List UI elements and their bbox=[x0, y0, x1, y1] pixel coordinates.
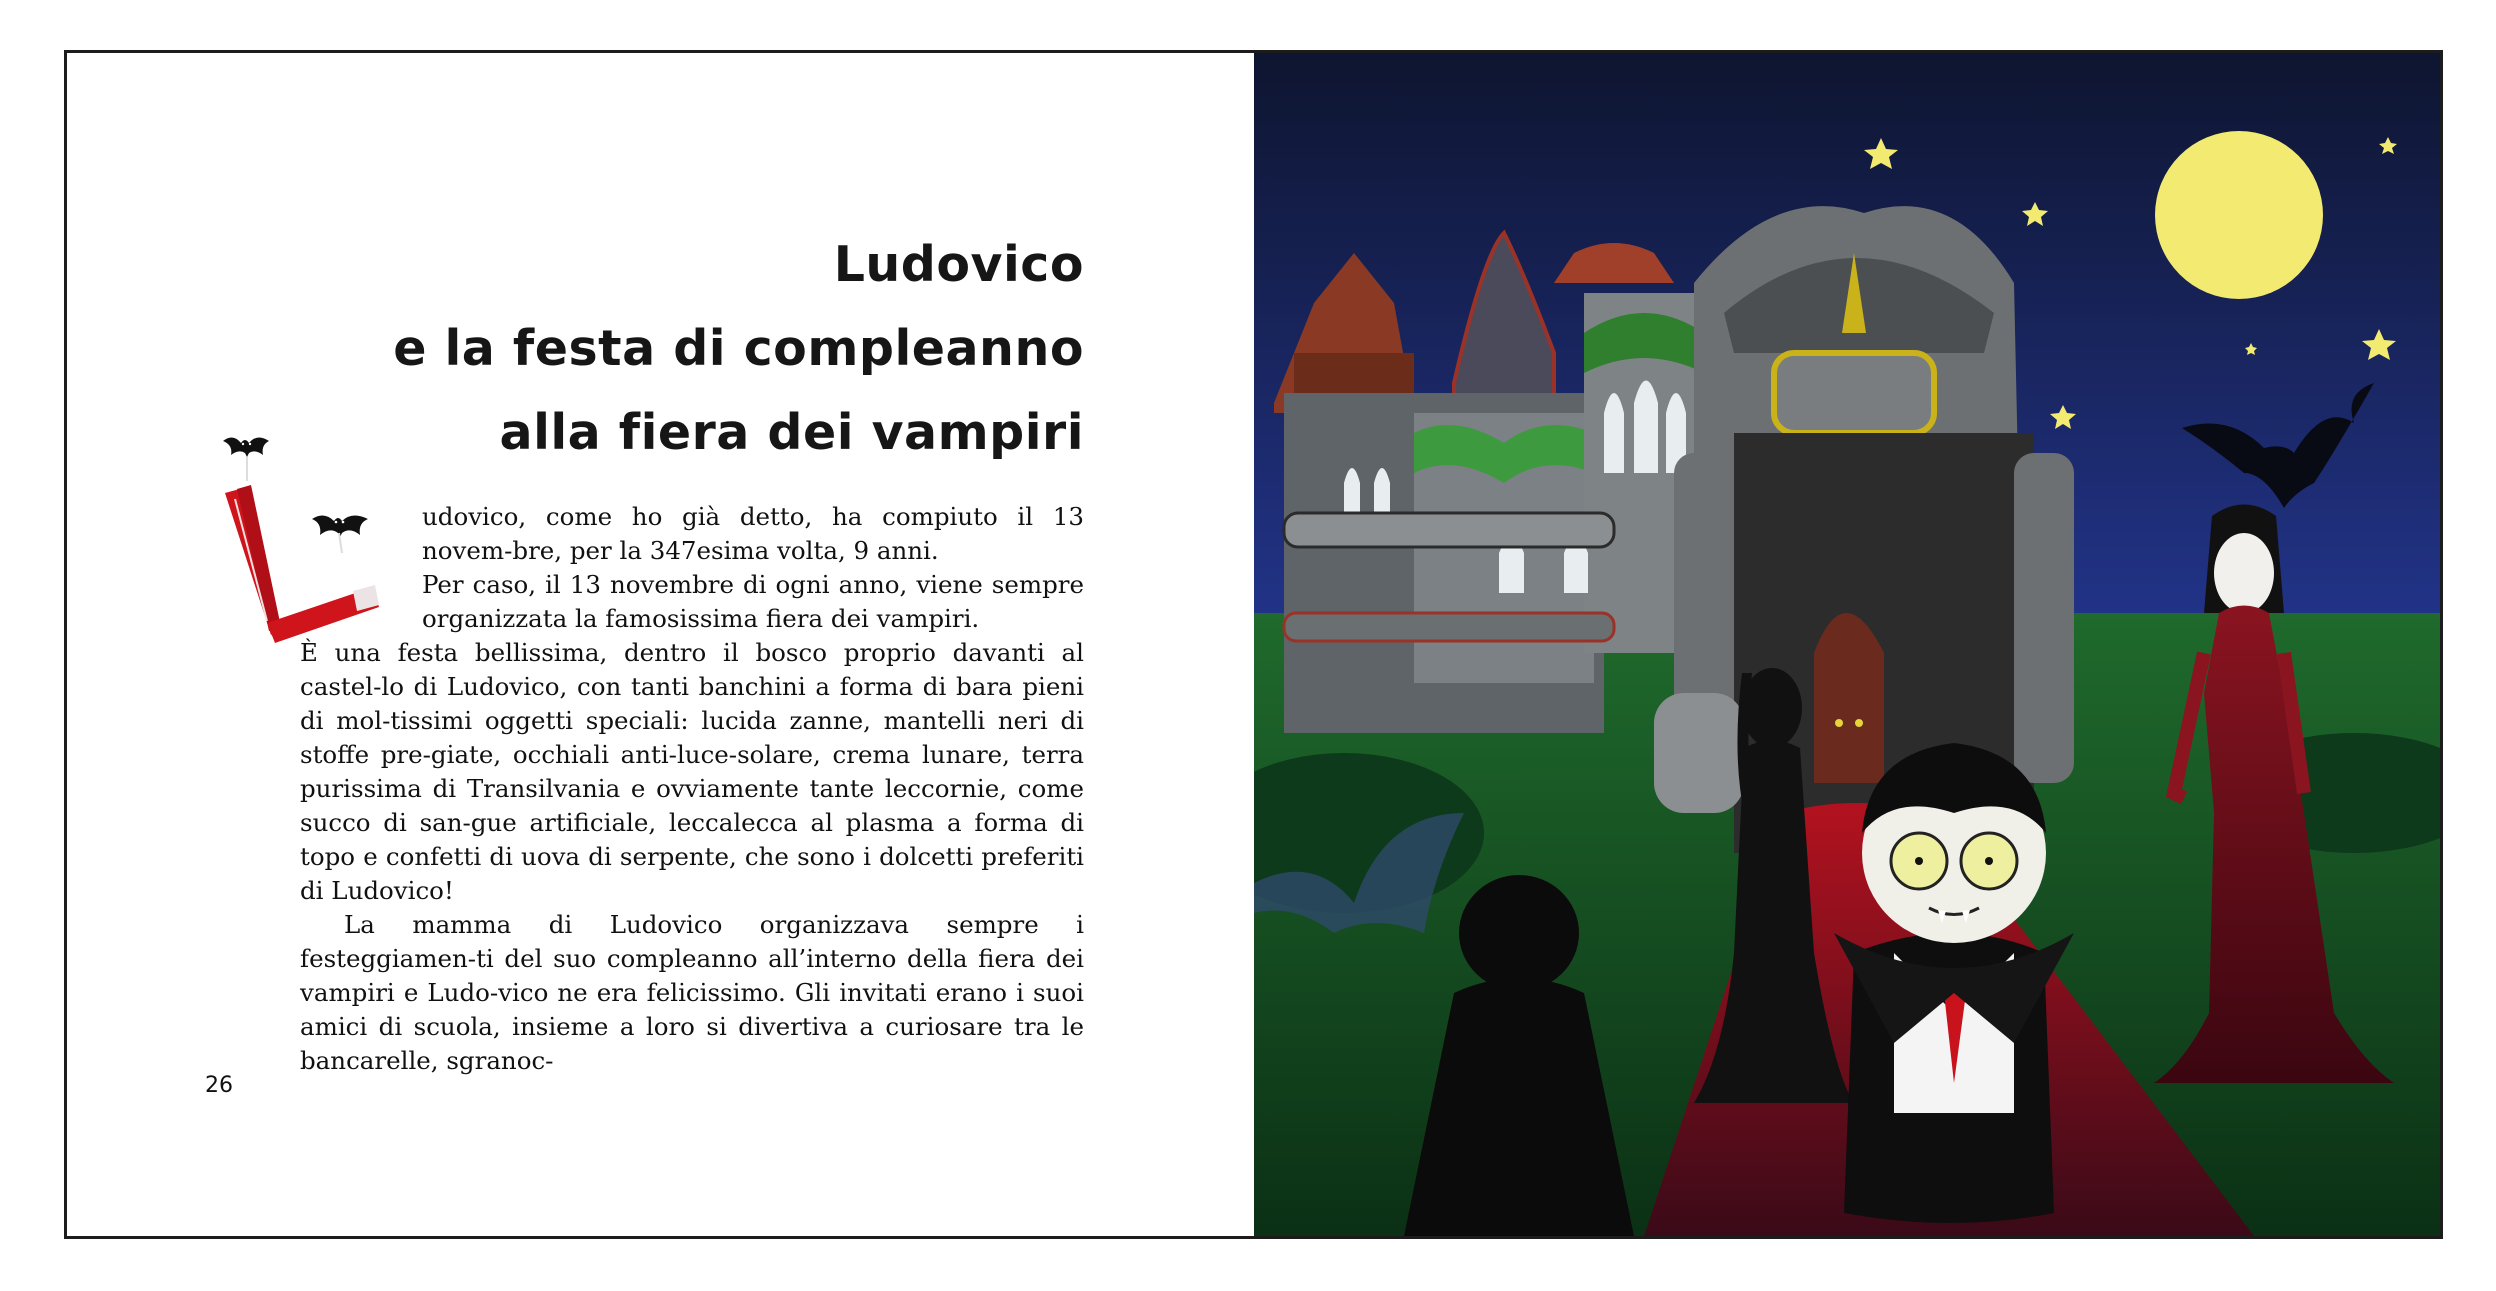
left-page bbox=[67, 53, 1254, 1236]
paragraph-1: udovico, come ho già detto, ha compiuto il 13 novem-bre, per la 347esima volta, 9 anni. bbox=[422, 502, 1084, 565]
title-line-1: Ludovico bbox=[833, 236, 1084, 293]
chapter-text bbox=[300, 500, 1084, 1078]
vampire-fair-illustration bbox=[1254, 53, 2443, 1236]
paragraph-3: È una festa bellissima, dentro il bosco proprio davanti al castel-lo di Ludovico, con tanti banchini a forma di bara pieni di mol-tissimi oggetti speciali: lucida zanne, mantelli neri di stoffe pre-giate, occhiali anti-luce-solare, crema lunare, terra purissima di Transilvania e ovviamente tante leccornie, come succo di san-gue artificiale, leccalecca al plasma a forma di topo e confetti di uova di serpente, che sono i dolcetti preferiti di Ludovico! bbox=[300, 638, 1084, 905]
illustration-page bbox=[1254, 53, 2443, 1236]
ludovico-vampire-boy bbox=[1834, 743, 2074, 1223]
chapter-title bbox=[393, 223, 1084, 475]
paragraph-4: La mamma di Ludovico organizzava sempre i festeggiamen-ti del suo compleanno all’interno della fiera dei vampiri e Ludo-vico ne era felicissimo. Gli invitati erano i suoi amici di scuola, insieme a loro si divertiva a curiosare tra le bancarelle, sgranoc- bbox=[300, 910, 1084, 1075]
title-line-3: alla fiera dei vampiri bbox=[499, 404, 1084, 461]
bat-icon bbox=[223, 437, 269, 457]
title-line-2: e la festa di compleanno bbox=[393, 320, 1084, 377]
page-number: 26 bbox=[205, 1073, 233, 1098]
book-spread bbox=[64, 50, 2443, 1239]
paragraph-2: Per caso, il 13 novembre di ogni anno, viene sempre organizzata la famosissima fiera dei vampiri. bbox=[422, 570, 1084, 633]
moon-icon bbox=[2155, 131, 2323, 299]
